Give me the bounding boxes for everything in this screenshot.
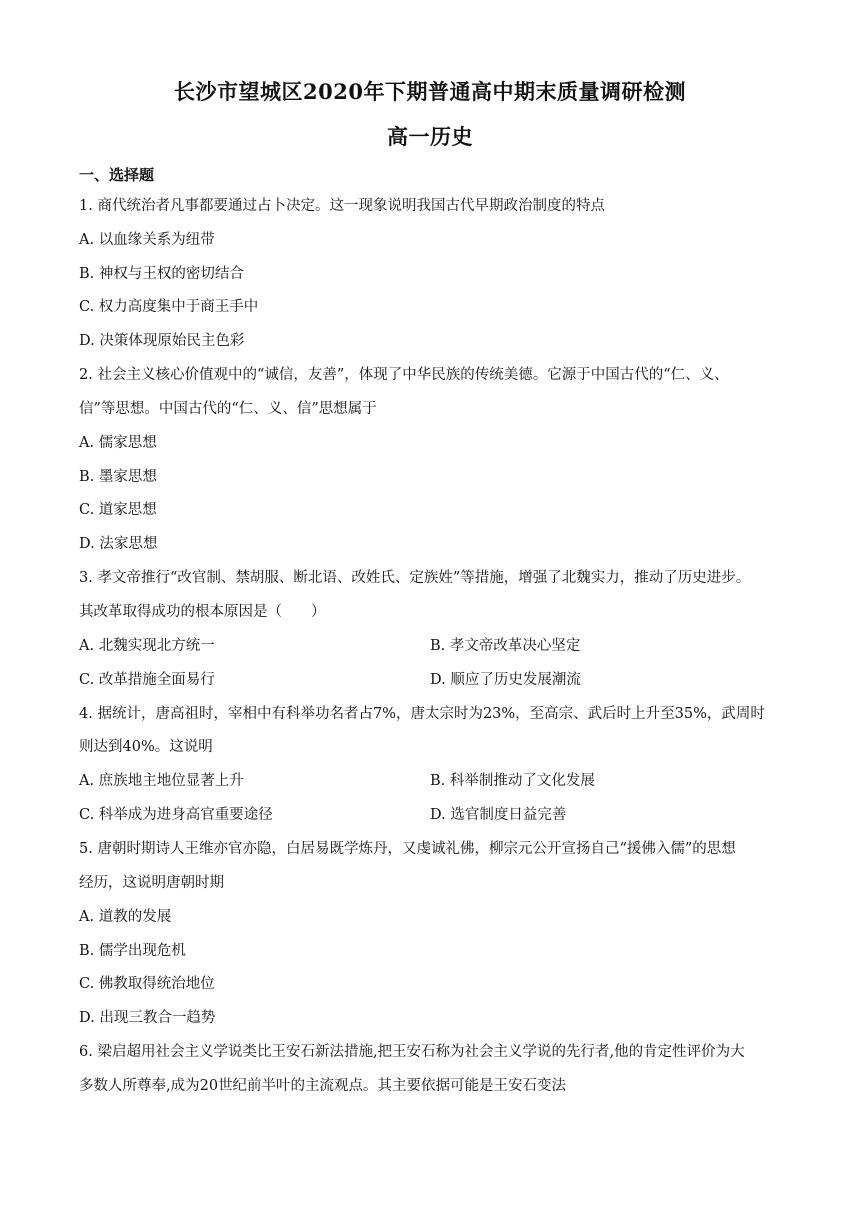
question-5-stem-line-2: 经历，这说明唐朝时期 — [79, 875, 224, 891]
question-3-option-d: D. 顺应了历史发展潮流 — [430, 672, 581, 688]
question-4-stem-line-1: 4. 据统计，唐高祖时，宰相中有科举功名者占7%，唐太宗时为23%，至高宗、武后时上升至35%，武周时 — [79, 706, 765, 722]
question-4-stem-line-2: 则达到40%。这说明 — [79, 739, 213, 755]
question-2-stem-line-2: 信”等思想。中国古代的“仁、义、信”思想属于 — [79, 401, 377, 417]
question-5-option-d: D. 出现三教合一趋势 — [79, 1010, 216, 1026]
question-5-stem-line-1: 5. 唐朝时期诗人王维亦官亦隐，白居易既学炼丹，又虔诚礼佛，柳宗元公开宣扬自己“援佛入儒”的思想 — [79, 841, 736, 857]
question-1-option-c: C. 权力高度集中于商王手中 — [79, 299, 259, 315]
question-2-option-d: D. 法家思想 — [79, 536, 158, 552]
section-title: 一、选择题 — [79, 166, 155, 184]
question-1-option-d: D. 决策体现原始民主色彩 — [79, 333, 245, 349]
exam-title: 长沙市望城区2020年下期普通高中期末质量调研检测 — [174, 79, 686, 104]
question-2-stem-line-1: 2. 社会主义核心价值观中的“诚信，友善”，体现了中华民族的传统美德。它源于中国古代的“仁、义、 — [79, 367, 729, 383]
question-2-option-b: B. 墨家思想 — [79, 469, 157, 485]
question-3-option-c: C. 改革措施全面易行 — [79, 672, 215, 688]
question-5-option-b: B. 儒学出现危机 — [79, 943, 186, 959]
question-6-stem-line-2: 多数人所尊奉,成为20世纪前半叶的主流观点。其主要依据可能是王安石变法 — [79, 1078, 567, 1094]
question-4-option-d: D. 选官制度日益完善 — [430, 807, 567, 823]
question-4-option-a: A. 庶族地主地位显著上升 — [79, 773, 244, 789]
question-6-stem-line-1: 6. 梁启超用社会主义学说类比王安石新法措施,把王安石称为社会主义学说的先行者,他的肯定性评价为大 — [79, 1044, 745, 1060]
question-1-stem: 1. 商代统治者凡事都要通过占卜决定。这一现象说明我国古代早期政治制度的特点 — [79, 198, 605, 214]
exam-subject: 高一历史 — [387, 124, 473, 149]
question-1-option-a: A. 以血缘关系为纽带 — [79, 232, 215, 248]
question-4-option-b: B. 科举制推动了文化发展 — [430, 773, 595, 789]
question-2-option-c: C. 道家思想 — [79, 502, 157, 518]
question-3-stem-line-2: 其改革取得成功的根本原因是（ ） — [79, 604, 326, 620]
question-5-option-c: C. 佛教取得统治地位 — [79, 976, 215, 992]
question-3-stem-line-1: 3. 孝文帝推行“改官制、禁胡服、断北语、改姓氏、定族姓”等措施，增强了北魏实力，推动了历史进步。 — [79, 570, 751, 586]
question-4-option-c: C. 科举成为进身高官重要途径 — [79, 807, 273, 823]
question-1-option-b: B. 神权与王权的密切结合 — [79, 266, 244, 282]
question-5-option-a: A. 道教的发展 — [79, 909, 172, 925]
question-3-option-b: B. 孝文帝改革决心坚定 — [430, 638, 581, 654]
question-2-option-a: A. 儒家思想 — [79, 435, 157, 451]
question-3-option-a: A. 北魏实现北方统一 — [79, 638, 215, 654]
